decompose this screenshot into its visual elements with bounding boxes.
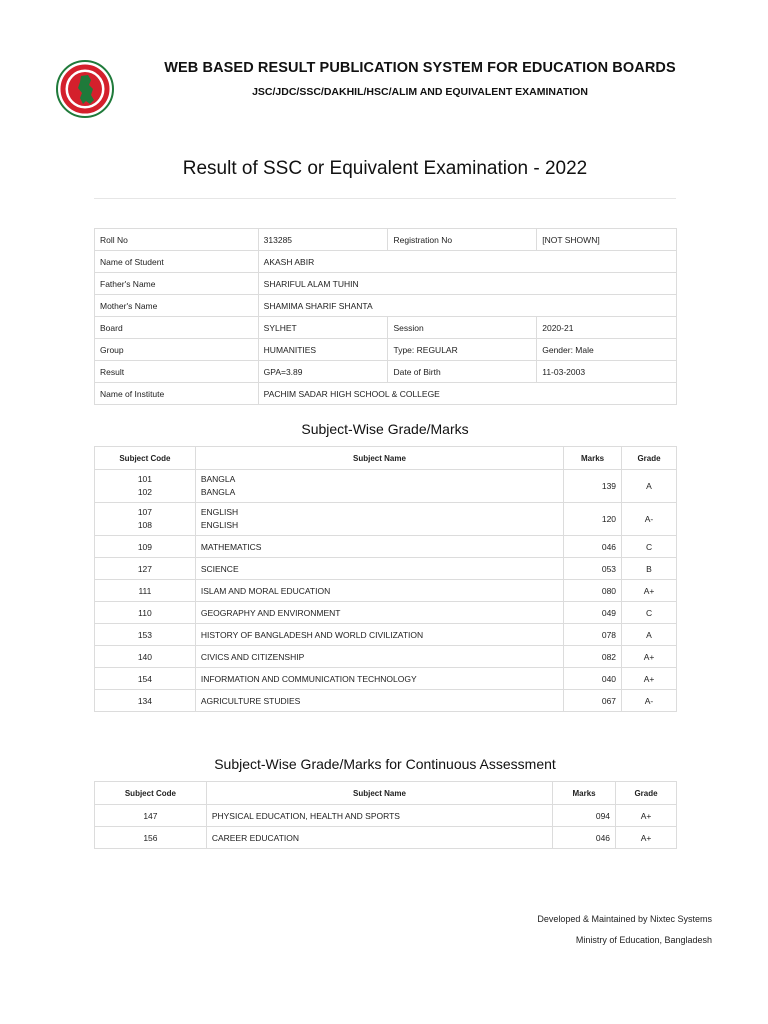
subject-code: 107	[137, 507, 152, 517]
institute-name: PACHIM SADAR HIGH SCHOOL & COLLEGE	[258, 383, 676, 405]
father-name: SHARIFUL ALAM TUHIN	[258, 273, 676, 295]
info-row	[95, 251, 677, 273]
marks: 053	[564, 558, 622, 580]
subject-name: ISLAM AND MORAL EDUCATION	[195, 580, 563, 602]
page-title: Result of SSC or Equivalent Examination - 2022	[182, 158, 588, 179]
marks: 094	[553, 805, 616, 827]
gender: Gender: Male	[537, 339, 677, 361]
result-gpa: GPA=3.89	[258, 361, 388, 383]
subject-code-cell	[95, 503, 196, 536]
info-row	[95, 229, 677, 251]
subject-code: 156	[95, 827, 207, 849]
subject-name: AGRICULTURE STUDIES	[195, 690, 563, 712]
info-row	[95, 273, 677, 295]
table-row	[95, 668, 677, 690]
grade: C	[622, 602, 677, 624]
subject-name-cell	[195, 470, 563, 503]
student-type: Type: REGULAR	[388, 339, 537, 361]
table-row	[95, 503, 677, 536]
table-row	[95, 602, 677, 624]
footer-developer: Developed & Maintained by Nixtec Systems	[537, 914, 712, 924]
info-label: Name of Student	[95, 251, 259, 273]
subject-code: 110	[95, 602, 196, 624]
subject-name: ENGLISH	[200, 520, 239, 530]
marks: 067	[564, 690, 622, 712]
subject-name: PHYSICAL EDUCATION, HEALTH AND SPORTS	[206, 805, 552, 827]
system-subtitle: JSC/JDC/SSC/DAKHIL/HSC/ALIM AND EQUIVALENT EXAMINATION	[252, 86, 588, 98]
grade: A	[622, 624, 677, 646]
subject-name: CIVICS AND CITIZENSHIP	[195, 646, 563, 668]
table-row	[95, 558, 677, 580]
subject-code: 101	[137, 474, 152, 484]
subject-code: 140	[95, 646, 196, 668]
subject-code: 147	[95, 805, 207, 827]
info-row	[95, 361, 677, 383]
subject-name: CAREER EDUCATION	[206, 827, 552, 849]
roll-no: 313285	[258, 229, 388, 251]
info-label: Result	[95, 361, 259, 383]
grade: A-	[622, 503, 677, 536]
info-label: Registration No	[388, 229, 537, 251]
table-row	[95, 646, 677, 668]
student-info-table	[94, 228, 677, 405]
subject-name: MATHEMATICS	[195, 536, 563, 558]
session: 2020-21	[537, 317, 677, 339]
marks: 120	[564, 503, 622, 536]
marks: 139	[564, 470, 622, 503]
subject-name: INFORMATION AND COMMUNICATION TECHNOLOGY	[195, 668, 563, 690]
subject-name: BANGLA	[200, 474, 236, 484]
info-label: Board	[95, 317, 259, 339]
column-header: Grade	[616, 782, 677, 805]
subject-name: HISTORY OF BANGLADESH AND WORLD CIVILIZATION	[195, 624, 563, 646]
table-header-row	[95, 447, 677, 470]
footer-ministry: Ministry of Education, Bangladesh	[575, 935, 712, 945]
column-header: Subject Code	[95, 447, 196, 470]
marks: 040	[564, 668, 622, 690]
subject-code: 109	[95, 536, 196, 558]
table-row	[95, 470, 677, 503]
grades-section-title: Subject-Wise Grade/Marks	[301, 421, 469, 437]
table-row	[95, 690, 677, 712]
table-header-row	[95, 782, 677, 805]
grade: C	[622, 536, 677, 558]
subject-code: 154	[95, 668, 196, 690]
grade: A+	[616, 805, 677, 827]
marks: 046	[553, 827, 616, 849]
divider	[94, 198, 676, 199]
table-row	[95, 536, 677, 558]
subject-code: 134	[95, 690, 196, 712]
info-label: Date of Birth	[388, 361, 537, 383]
ca-section-title: Subject-Wise Grade/Marks for Continuous Assessment	[214, 756, 556, 772]
grade: A+	[622, 668, 677, 690]
info-row	[95, 383, 677, 405]
grade: A	[622, 470, 677, 503]
system-title: WEB BASED RESULT PUBLICATION SYSTEM FOR EDUCATION BOARDS	[164, 60, 676, 76]
subject-code: 127	[95, 558, 196, 580]
info-row	[95, 317, 677, 339]
marks: 082	[564, 646, 622, 668]
marks: 078	[564, 624, 622, 646]
group: HUMANITIES	[258, 339, 388, 361]
subject-name: ENGLISH	[200, 507, 239, 517]
subject-name: SCIENCE	[195, 558, 563, 580]
board: SYLHET	[258, 317, 388, 339]
subject-code-cell	[95, 470, 196, 503]
grade: A+	[616, 827, 677, 849]
grade: A-	[622, 690, 677, 712]
info-row	[95, 295, 677, 317]
column-header: Subject Code	[95, 782, 207, 805]
continuous-assessment-table	[94, 781, 677, 849]
column-header: Marks	[564, 447, 622, 470]
subject-name: BANGLA	[200, 487, 236, 497]
column-header: Subject Name	[206, 782, 552, 805]
mother-name: SHAMIMA SHARIF SHANTA	[258, 295, 676, 317]
info-label: Roll No	[95, 229, 259, 251]
subject-code: 153	[95, 624, 196, 646]
government-seal-icon	[55, 58, 115, 120]
registration-no: [NOT SHOWN]	[537, 229, 677, 251]
info-label: Mother's Name	[95, 295, 259, 317]
subject-code: 102	[137, 487, 152, 497]
table-row	[95, 624, 677, 646]
column-header: Marks	[553, 782, 616, 805]
student-name: AKASH ABIR	[258, 251, 676, 273]
info-label: Group	[95, 339, 259, 361]
subject-code: 111	[95, 580, 196, 602]
subject-name-cell	[195, 503, 563, 536]
info-row	[95, 339, 677, 361]
table-row	[95, 805, 677, 827]
table-row	[95, 580, 677, 602]
marks: 049	[564, 602, 622, 624]
date-of-birth: 11-03-2003	[537, 361, 677, 383]
subject-code: 108	[137, 520, 152, 530]
marks: 046	[564, 536, 622, 558]
grade: A+	[622, 580, 677, 602]
grade: A+	[622, 646, 677, 668]
grades-table	[94, 446, 677, 712]
info-label: Session	[388, 317, 537, 339]
grade: B	[622, 558, 677, 580]
column-header: Grade	[622, 447, 677, 470]
column-header: Subject Name	[195, 447, 563, 470]
subject-name: GEOGRAPHY AND ENVIRONMENT	[195, 602, 563, 624]
table-row	[95, 827, 677, 849]
info-label: Father's Name	[95, 273, 259, 295]
marks: 080	[564, 580, 622, 602]
info-label: Name of Institute	[95, 383, 259, 405]
